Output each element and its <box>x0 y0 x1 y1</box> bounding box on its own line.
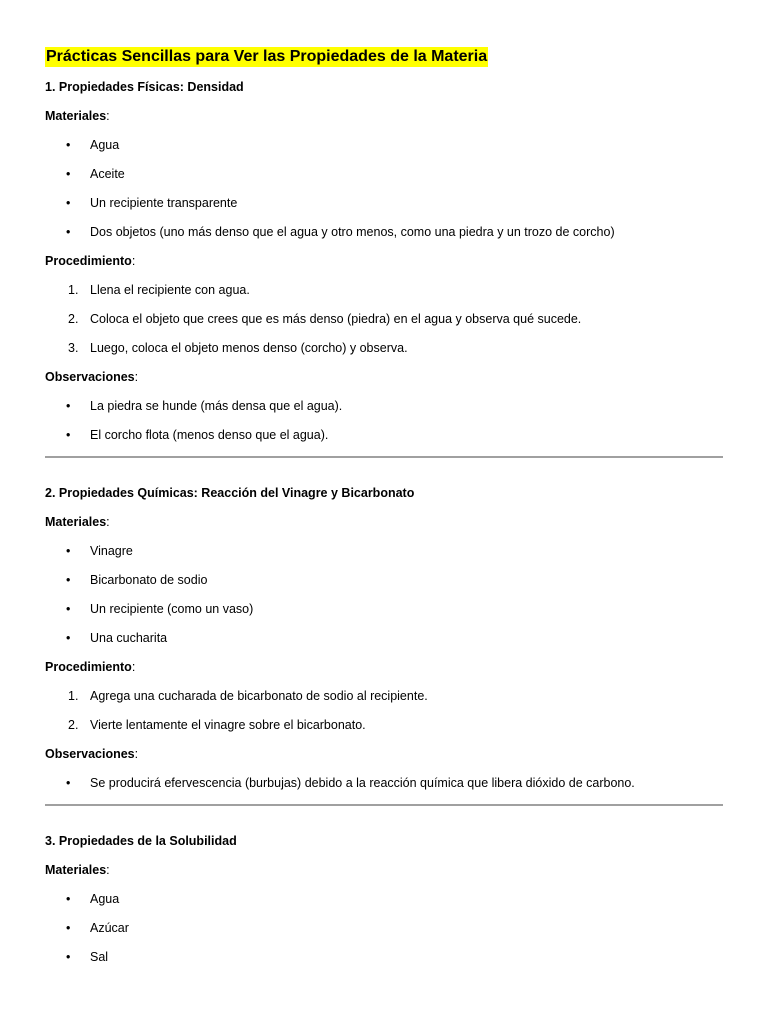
procedure-label: Procedimiento: <box>45 254 136 268</box>
list-item: • La piedra se hunde (más densa que el agua). <box>66 399 343 413</box>
list-item: • Un recipiente transparente <box>66 196 238 210</box>
document-title: Prácticas Sencillas para Ver las Propiedades de la Materia <box>46 48 488 65</box>
step-number: 2. <box>68 312 79 326</box>
horizontal-divider <box>45 804 723 806</box>
list-item: • Agua <box>66 892 120 906</box>
list-item: 1. Agrega una cucharada de bicarbonato de sodio al recipiente. <box>68 689 428 703</box>
list-item: • Se producirá efervescencia (burbujas) debido a la reacción química que libera dióxido de carbono. <box>66 776 635 790</box>
procedure-list <box>45 688 723 733</box>
bullet-icon: • <box>66 428 71 442</box>
procedure-list <box>45 282 723 356</box>
list-item: 3. Luego, coloca el objeto menos denso (corcho) y observa. <box>68 341 408 355</box>
section-heading: 3. Propiedades de la Solubilidad <box>45 834 237 848</box>
bullet-icon: • <box>66 399 71 413</box>
observations-list <box>45 398 723 443</box>
materials-list <box>45 543 723 646</box>
list-item: • Dos objetos (uno más denso que el agua y otro menos, como una piedra y un trozo de corcho) <box>66 225 615 239</box>
materials-label: Materiales: <box>45 863 110 877</box>
document-page <box>45 47 723 978</box>
section-densidad <box>45 79 723 443</box>
section-quimicas <box>45 485 723 791</box>
step-number: 3. <box>68 341 79 355</box>
list-item: • Azúcar <box>66 921 129 935</box>
list-item: • Aceite <box>66 167 125 181</box>
observations-label: Observaciones: <box>45 370 139 384</box>
list-item: • Sal <box>66 950 109 964</box>
list-item: • Un recipiente (como un vaso) <box>66 602 254 616</box>
section-heading: 2. Propiedades Químicas: Reacción del Vinagre y Bicarbonato <box>45 486 415 500</box>
bullet-icon: • <box>66 573 71 587</box>
step-number: 1. <box>68 283 79 297</box>
bullet-icon: • <box>66 631 71 645</box>
list-item: • Bicarbonato de sodio <box>66 573 208 587</box>
bullet-icon: • <box>66 544 71 558</box>
bullet-icon: • <box>66 138 71 152</box>
bullet-icon: • <box>66 776 71 790</box>
materials-list <box>45 137 723 240</box>
bullet-icon: • <box>66 167 71 181</box>
observations-label: Observaciones: <box>45 747 139 761</box>
list-item: • Vinagre <box>66 544 133 558</box>
bullet-icon: • <box>66 196 71 210</box>
materials-list <box>45 891 723 965</box>
observations-list <box>45 775 723 791</box>
step-number: 2. <box>68 718 79 732</box>
bullet-icon: • <box>66 225 71 239</box>
list-item: 2. Vierte lentamente el vinagre sobre el bicarbonato. <box>68 718 366 732</box>
section-solubilidad <box>45 833 723 965</box>
materials-label: Materiales: <box>45 109 110 123</box>
list-item: • El corcho flota (menos denso que el agua). <box>66 428 329 442</box>
bullet-icon: • <box>66 950 71 964</box>
bullet-icon: • <box>66 892 71 906</box>
list-item: • Una cucharita <box>66 631 168 645</box>
list-item: 2. Coloca el objeto que crees que es más denso (piedra) en el agua y observa qué sucede. <box>68 312 582 326</box>
section-heading: 1. Propiedades Físicas: Densidad <box>45 80 244 94</box>
bullet-icon: • <box>66 921 71 935</box>
step-number: 1. <box>68 689 79 703</box>
procedure-label: Procedimiento: <box>45 660 136 674</box>
horizontal-divider <box>45 456 723 458</box>
materials-label: Materiales: <box>45 515 110 529</box>
list-item: 1. Llena el recipiente con agua. <box>68 283 250 297</box>
bullet-icon: • <box>66 602 71 616</box>
list-item: • Agua <box>66 138 120 152</box>
